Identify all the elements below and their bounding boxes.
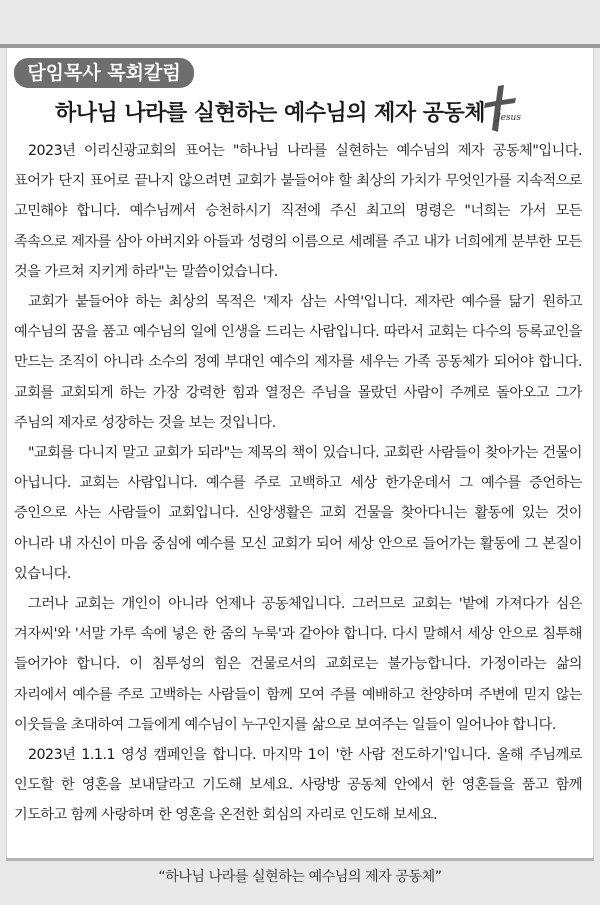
paragraph: 교회가 붙들어야 하는 최상의 목적은 '제자 삼는 사역'입니다. 제자란 예수를 닮기 원하고 예수님의 꿈을 품고 예수님의 일에 인생을 드리는 사람입니다. 따라서 교회는 다수의 등록교인을 만드는 조직이 아니라 소수의 정예 부대인 예수의 제자를 세우는 가족 공동체가 되어야 합니다. 교회를 교회되게 하는 가장 강력한 힘과 열정은 주님을 몰랐던 사람이 주께로 돌아오고 그가 주님의 제자로 성장하는 것을 보는 것입니다. (14, 294, 582, 431)
article-body (14, 136, 582, 831)
column-label-badge: 담임목사 목회칼럼 (14, 58, 194, 88)
cross-emblem-text: Jesus (497, 113, 521, 123)
bottom-divider (6, 858, 594, 861)
paragraph: 2023년 1.1.1 영성 캠페인을 합니다. 마지막 1이 '한 사람 전도하기'입니다. 올해 주님께로 인도할 한 영혼을 보내달라고 기도해 보세요. 사랑방 공동체 안에서 한 영혼들을 품고 함께 기도하고 함께 사랑하며 한 영혼을 온전한 회심의 자리로 인도해 보세요. (14, 747, 582, 824)
article-title: 하나님 나라를 실현하는 예수님의 제자 공동체 (54, 101, 486, 126)
paragraph: 그러나 교회는 개인이 아니라 언제나 공동체입니다. 그러므로 교회는 '밭에 가져다가 심은 겨자씨'와 '서말 가루 속에 넣은 한 줌의 누룩'과 같아야 합니다. 다시 말해서 세상 안으로 침투해 들어가야 합니다. 이 침투성의 힘은 건물로서의 교회로는 불가능합니다. 가정이라는 삶의 자리에서 예수를 주로 고백하는 사람들이 함께 모여 주를 예배하고 찬양하며 주변에 믿지 않는 이웃들을 초대하여 그들에게 예수님이 누구인지를 삶으로 보여주는 일들이 일어나야 합니다. (14, 596, 582, 733)
paragraph: "교회를 다니지 말고 교회가 되라"는 제목의 책이 있습니다. 교회란 사람들이 찾아가는 건물이 아닙니다. 교회는 사람입니다. 예수를 주로 고백하고 세상 한가운데서 그 예수를 증언하는 증인으로 사는 사람들이 교회입니다. 신앙생활은 교회 건물을 찾아다니는 활동에 있는 것이 아니라 내 자신이 마음 중심에 예수를 모신 교회가 되어 세상 안으로 들어가는 활동에 그 본질이 있습니다. (14, 445, 582, 582)
paragraph: 2023년 이리신광교회의 표어는 "하나님 나라를 실현하는 예수님의 제자 공동체"입니다. 표어가 단지 표어로 끝나지 않으려면 교회가 붙들어야 할 최상의 가치가 무엇인가를 지속적으로 고민해야 합니다. 예수님께서 승천하시기 직전에 주신 최고의 명령은 "너희는 가서 모든 족속으로 제자를 삼아 아버지와 아들과 성령의 이름으로 세례를 주고 내가 너희에게 분부한 모든 것을 가르쳐 지키게 하라"는 말씀이었습니다. (14, 143, 582, 280)
cross-icon (478, 84, 530, 134)
footer-caption: “하나님 나라를 실현하는 예수님의 제자 공동체” (158, 869, 442, 885)
